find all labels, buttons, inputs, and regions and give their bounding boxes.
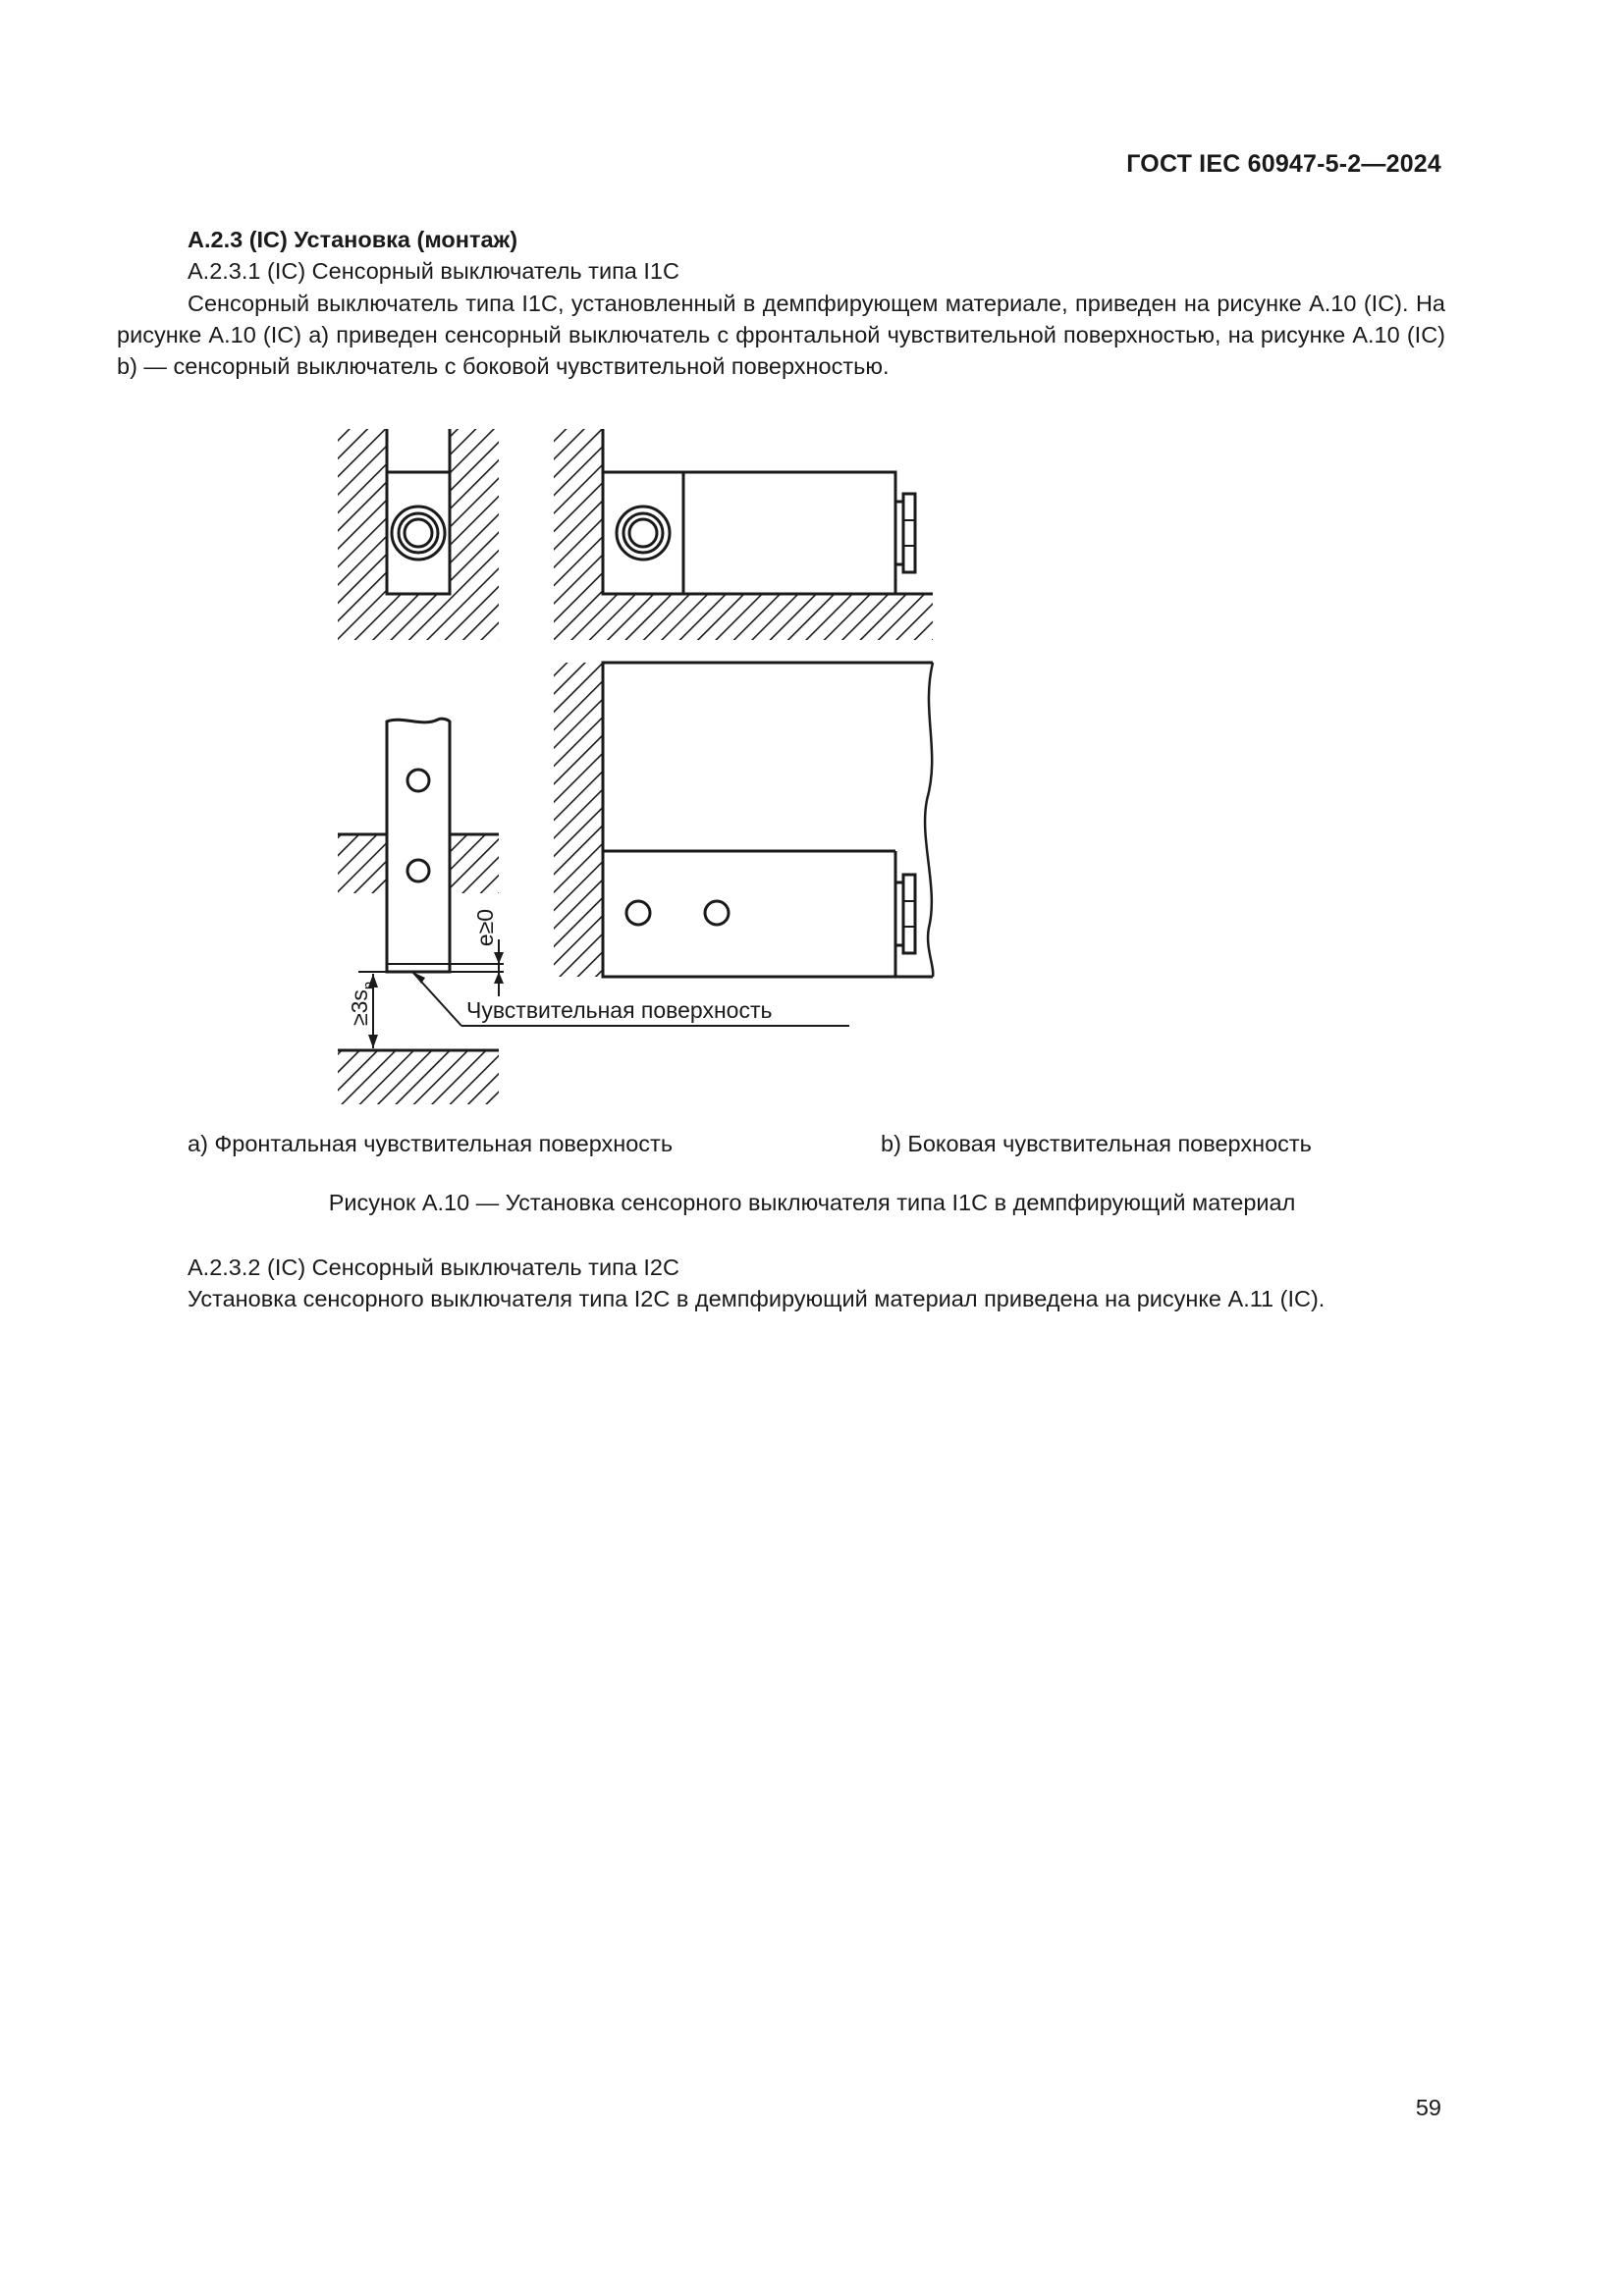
section-subheading: А.2.3.1 (IC) Сенсорный выключатель типа I1C [188, 258, 679, 284]
figure-b-side-view [554, 663, 933, 977]
section-paragraph: Сенсорный выключатель типа I1C, установленный в демпфирующем материале, приведен на рисунке А.10 (IC). На рисунке А.10 (IC) а) приведен сенсорный выключатель с фронтальной чувствительной поверхностью, на рисунке А.10 (IC) b) — сенсорный выключатель с боковой чувствительной поверхностью. [117, 291, 1445, 379]
caption-a: а) Фронтальная чувствительная поверхность [188, 1131, 674, 1156]
gap-label: e≥0 [472, 908, 498, 947]
figure-b-cross-section [554, 429, 933, 640]
distance-label-subscript: n [360, 981, 377, 990]
figure-a10 [324, 417, 1237, 1114]
figure-a-cross-section [338, 429, 499, 640]
distance-label: ≥3s [347, 989, 372, 1026]
section-heading: А.2.3 (IC) Установка (монтаж) [188, 227, 518, 252]
page-number: 59 [1415, 2095, 1441, 2120]
section2-subheading: А.2.3.2 (IC) Сенсорный выключатель типа I2C [188, 1255, 679, 1280]
figure-title: Рисунок А.10 — Установка сенсорного выключателя типа I1C в демпфирующий материал [328, 1190, 1296, 1215]
section2-paragraph: Установка сенсорного выключателя типа I2C в демпфирующий материал приведена на рисунке А.11 (IC). [188, 1286, 1326, 1311]
caption-b: b) Боковая чувствительная поверхность [881, 1131, 1312, 1156]
standard-header: ГОСТ IEC 60947-5-2—2024 [1126, 150, 1441, 178]
sensing-surface-label: Чувствительная поверхность [466, 997, 773, 1023]
